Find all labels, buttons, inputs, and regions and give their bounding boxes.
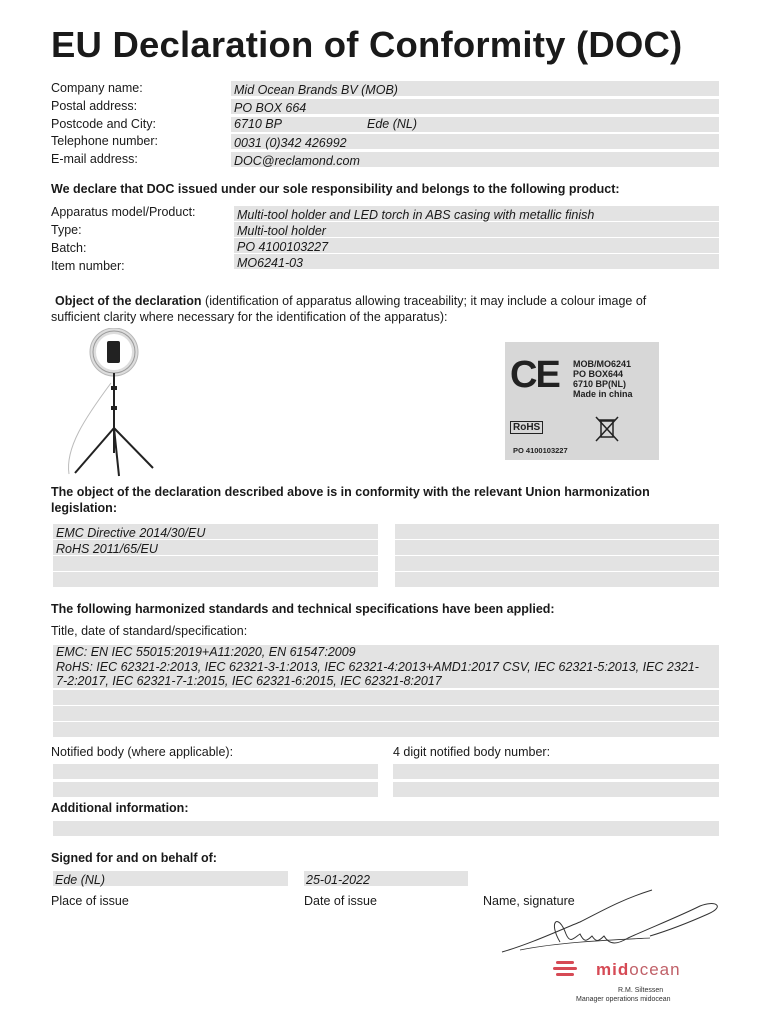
rohs-mark: RoHS xyxy=(510,421,543,434)
additional-info-field[interactable] xyxy=(53,821,719,836)
object-text: (identification of apparatus allowing traceability; it may include a colour image of sufficient clarity where necessary for the identification of the apparatus): xyxy=(51,294,647,324)
standards-subheading: Title, date of standard/specification: xyxy=(51,624,248,638)
notified-number-field-1[interactable] xyxy=(393,764,719,779)
date-label: Date of issue xyxy=(304,894,377,908)
weee-bin-icon xyxy=(593,414,621,444)
additional-info-label: Additional information: xyxy=(51,801,189,815)
directive-field-4[interactable] xyxy=(53,572,378,587)
apparatus-field[interactable]: Multi-tool holder and LED torch in ABS casing with metallic finish xyxy=(234,206,719,221)
type-label: Type: xyxy=(51,223,82,237)
postal-address-field[interactable]: PO BOX 664 xyxy=(231,99,719,114)
notified-number-field-2[interactable] xyxy=(393,782,719,797)
handwritten-signature xyxy=(500,882,730,962)
type-field[interactable]: Multi-tool holder xyxy=(234,222,719,237)
batch-label: Batch: xyxy=(51,241,87,255)
email-field[interactable]: DOC@reclamond.com xyxy=(231,152,719,167)
standards-field-4[interactable] xyxy=(53,722,719,737)
postal-address-label: Postal address: xyxy=(51,99,138,113)
notified-body-label: Notified body (where applicable): xyxy=(51,745,234,759)
declaration-heading: We declare that DOC issued under our sole responsibility and belongs to the following product: xyxy=(51,182,620,196)
notified-number-label: 4 digit notified body number: xyxy=(393,745,551,759)
product-label-image xyxy=(505,342,659,460)
date-field[interactable]: 25-01-2022 xyxy=(304,871,468,886)
directive-field-5[interactable] xyxy=(395,524,719,539)
notified-body-field-1[interactable] xyxy=(53,764,378,779)
standards-field[interactable]: EMC: EN IEC 55015:2019+A11:2020, EN 61547:2009 RoHS: IEC 62321-2:2013, IEC 62321-3-1:2013, IEC 62321-4:2013+AMD1:2017 CSV, IEC 62321-5:2013, IEC 2321- 7-2:2017, IEC 62321-7-1:2015, IEC 62321-6:2015, IEC 62321-8:2017 xyxy=(53,645,719,688)
standards-heading: The following harmonized standards and technical specifications have been applied: xyxy=(51,602,555,616)
directive-field-3[interactable] xyxy=(53,556,378,571)
directive-field-1[interactable]: EMC Directive 2014/30/EU xyxy=(53,524,378,539)
product-image xyxy=(55,328,165,478)
telephone-field[interactable]: 0031 (0)342 426992 xyxy=(231,134,719,149)
postcode-city-field[interactable]: 6710 BP Ede (NL) xyxy=(231,117,719,132)
postcode-city-label: Postcode and City: xyxy=(51,117,156,131)
midocean-logo: midocean xyxy=(596,960,681,979)
item-number-field[interactable]: MO6241-03 xyxy=(234,254,719,269)
label-address-block: MOB/MO6241 PO BOX644 6710 BP(NL) Made in china xyxy=(573,359,633,399)
email-label: E-mail address: xyxy=(51,152,138,166)
object-paragraph xyxy=(51,293,691,325)
place-label: Place of issue xyxy=(51,894,129,908)
directive-field-8[interactable] xyxy=(395,572,719,587)
signed-heading: Signed for and on behalf of: xyxy=(51,851,217,865)
name-signature-label: Name, signature xyxy=(483,894,575,908)
apparatus-label: Apparatus model/Product: xyxy=(51,205,196,219)
standards-field-2[interactable] xyxy=(53,690,719,705)
object-bold: Object of the declaration xyxy=(55,294,202,308)
place-field[interactable]: Ede (NL) xyxy=(53,871,288,886)
company-name-label: Company name: xyxy=(51,81,143,95)
item-number-label: Item number: xyxy=(51,259,125,273)
midocean-logo-icon xyxy=(552,959,578,981)
signer-title: Manager operations midocean xyxy=(576,996,671,1003)
ce-mark: CE xyxy=(510,354,559,396)
standards-field-3[interactable] xyxy=(53,706,719,721)
label-po: PO 4100103227 xyxy=(513,446,568,455)
directive-field-6[interactable] xyxy=(395,540,719,555)
conformity-text: The object of the declaration described above is in conformity with the relevant Union harmonization legislation: xyxy=(51,485,650,515)
company-name-field[interactable]: Mid Ocean Brands BV (MOB) xyxy=(231,81,719,96)
directive-field-7[interactable] xyxy=(395,556,719,571)
telephone-label: Telephone number: xyxy=(51,134,159,148)
notified-body-field-2[interactable] xyxy=(53,782,378,797)
signer-name: R.M. Siltessen xyxy=(618,987,664,994)
batch-field[interactable]: PO 4100103227 xyxy=(234,238,719,253)
page-title: EU Declaration of Conformity (DOC) xyxy=(51,24,683,65)
directive-field-2[interactable]: RoHS 2011/65/EU xyxy=(53,540,378,555)
